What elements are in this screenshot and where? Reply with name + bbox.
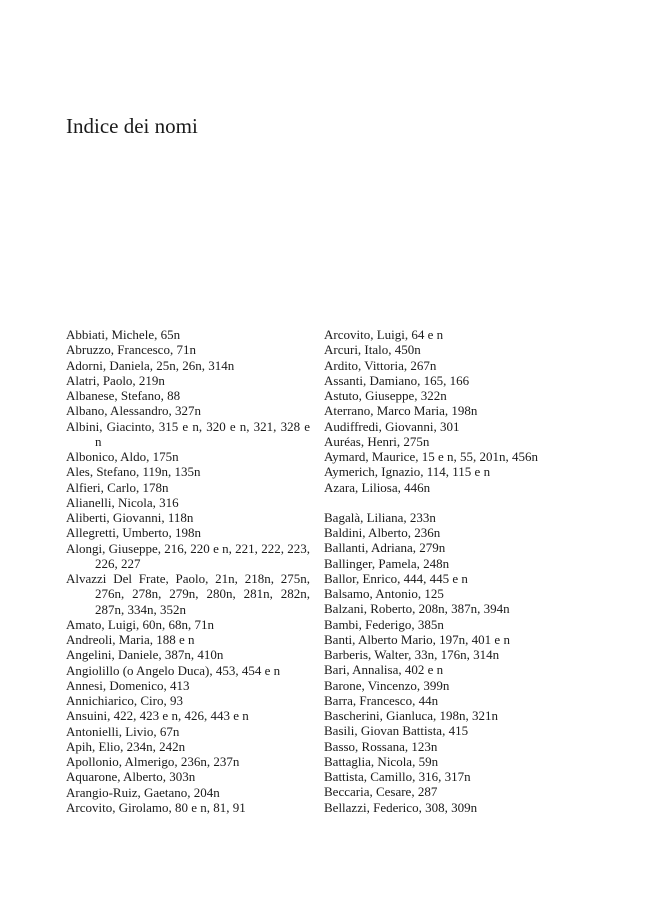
index-entry: Baldini, Alberto, 236n [324,525,441,540]
index-entry: Aliberti, Giovanni, 118n [66,510,194,525]
index-entry: Angelini, Daniele, 387n, 410n [66,647,224,663]
index-entry: Alianelli, Nicola, 316 [66,494,179,510]
index-entry: Annesi, Domenico, 413 [66,677,190,693]
index-entry: Alongi, Giuseppe, 216, 220 e n, 221, 222, 223, 226, 227 [66,540,310,571]
index-entry: Banti, Alberto Mario, 197n, 401 e n [324,631,510,647]
index-entry: Aterrano, Marco Maria, 198n [324,403,478,419]
index-entry: Amato, Luigi, 60n, 68n, 71n [66,616,215,632]
index-entry: Apih, Elio, 234n, 242n [66,738,186,754]
index-entry: Barone, Vincenzo, 399n [324,677,450,693]
index-entry: Arcuri, Italo, 450n [324,342,421,358]
index-entry: Adorni, Daniela, 25n, 26n, 314n [66,357,235,373]
index-entry: Andreoli, Maria, 188 e n [66,632,195,647]
index-entry: Albini, Giacinto, 315 e n, 320 e n, 321, 328 e n [66,418,310,449]
index-entry: Albonico, Aldo, 175n [66,449,179,464]
index-column-left [66,327,310,815]
page-title: Indice dei nomi [66,114,198,138]
index-entry: Albanese, Stefano, 88 [66,388,181,403]
index-entry: Aymerich, Ignazio, 114, 115 e n [324,464,491,480]
index-entry: Barberis, Walter, 33n, 176n, 314n [324,647,500,662]
index-entry: Balzani, Roberto, 208n, 387n, 394n [324,601,510,617]
letter-group-gap [324,495,574,510]
index-entry: Bambi, Federigo, 385n [324,616,444,632]
index-entry: Ansuini, 422, 423 e n, 426, 443 e n [66,708,249,724]
index-column-right [324,327,574,815]
index-entry: Alfieri, Carlo, 178n [66,479,169,495]
index-entry: Alvazzi Del Frate, Paolo, 21n, 218n, 275n, 276n, 278n, 279n, 280n, 281n, 282n, 287n, 334n, 352n [66,571,310,617]
index-entry: Azara, Liliosa, 446n [324,479,431,495]
index-entry: Bellazzi, Federico, 308, 309n [324,799,478,815]
index-entry: Ales, Stefano, 119n, 135n [66,464,201,480]
index-entry: Aquarone, Alberto, 303n [66,769,196,785]
index-entry: Antonielli, Livio, 67n [66,723,180,739]
index-entry: Beccaria, Cesare, 287 [324,784,438,800]
index-entry: Arcovito, Luigi, 64 e n [324,327,444,342]
index-entry: Assanti, Damiano, 165, 166 [324,372,470,388]
index-entry: Aymard, Maurice, 15 e n, 55, 201n, 456n [324,449,538,464]
index-entry: Allegretti, Umberto, 198n [66,525,202,541]
index-entry: Bari, Annalisa, 402 e n [324,662,444,678]
index-entry: Auréas, Henri, 275n [324,433,430,449]
index-entry: Bagalà, Liliana, 233n [324,509,436,525]
index-entry: Basili, Giovan Battista, 415 [324,723,469,739]
index-entry: Ballanti, Adriana, 279n [324,540,446,556]
index-entry: Barra, Francesco, 44n [324,692,439,708]
index-entry: Battaglia, Nicola, 59n [324,753,439,769]
index-entry: Ballor, Enrico, 444, 445 e n [324,570,468,586]
index-entry: Ardito, Vittoria, 267n [324,357,437,373]
index-entry: Audiffredi, Giovanni, 301 [324,418,460,434]
index-entry: Battista, Camillo, 316, 317n [324,769,471,784]
index-entry: Abruzzo, Francesco, 71n [66,342,196,358]
index-entry: Bascherini, Gianluca, 198n, 321n [324,708,499,723]
index-entry: Abbiati, Michele, 65n [66,327,181,342]
index-entry: Albano, Alessandro, 327n [66,403,202,419]
index-entry: Arcovito, Girolamo, 80 e n, 81, 91 [66,799,246,815]
index-entry: Annichiarico, Ciro, 93 [66,693,183,708]
index-entry: Alatri, Paolo, 219n [66,372,165,388]
index-entry: Apollonio, Almerigo, 236n, 237n [66,754,240,769]
index-entry: Astuto, Giuseppe, 322n [324,388,447,403]
index-entry: Basso, Rossana, 123n [324,738,438,754]
index-entry: Ballinger, Pamela, 248n [324,555,450,571]
index-entry: Balsamo, Antonio, 125 [324,586,444,601]
index-entry: Arangio-Ruiz, Gaetano, 204n [66,784,220,800]
index-entry: Angiolillo (o Angelo Duca), 453, 454 e n [66,662,281,678]
